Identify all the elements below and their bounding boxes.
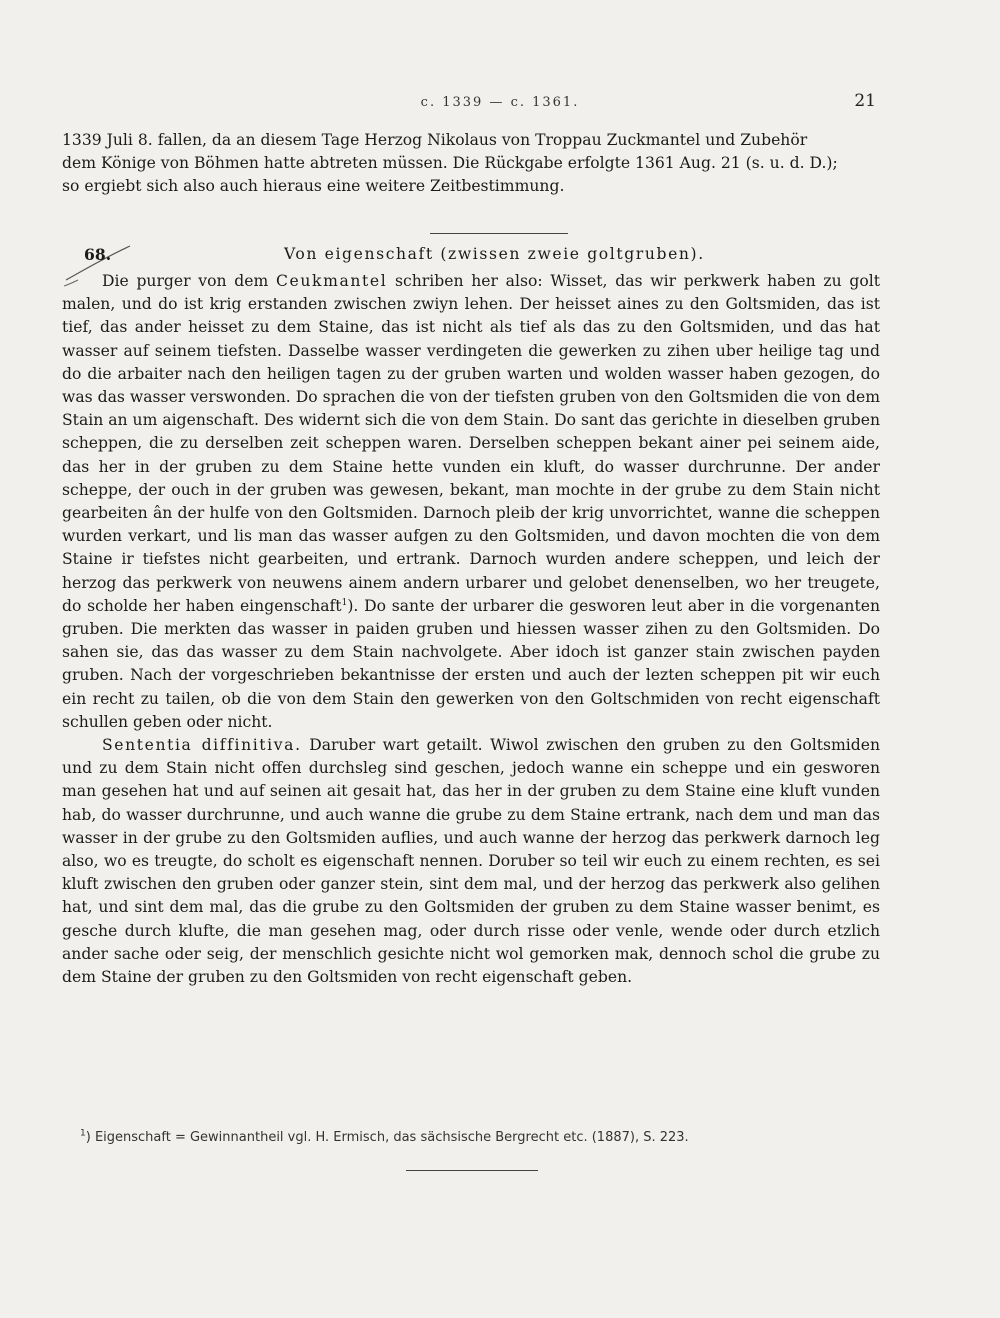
paragraph-text: Daruber wart getailt. Wiwol zwischen den gruben zu den Goltsmiden und zu dem Stain nicht offen durchsleg sind geschen, jedoch wanne ein scheppe und ein gesworen man gesehen hat und auf seinen ait gesait hat, das her in der gruben zu dem Staine eine kluft vunden hab, do wasser durchrunne, und auch wanne die grube zu dem Staine ertrank, nach dem und man das wasser in der grube zu den Goltsmiden auflies, und auch wanne der herzog das perkwerk darnoch leg also, wo es treugte, do scholt es eigenschaft nennen. Doruber so teil wir euch zu einem rechten, es sei kluft zwischen den gruben oder ganzer stein, sint dem mal, und der herzog das perkwerk also gelihen hat, und sint dem mal, das die grube zu den Goltsmiden der gruben zu dem Staine wasser benimt, es gesche durch klufte, die man gesehen mag, oder durch risse oder venle, wende oder durch etzlich ander sache oder seig, der menschlich gesichte nicht wol gemorken mak, dennoch schol die grube zu dem Staine der gruben zu den Goltsmiden von recht eigenschaft geben. [62,736,881,987]
place-name-spaced: Ceukmantel [276,272,388,290]
intro-line: 1339 Juli 8. fallen, da an diesem Tage Herzog Nikolaus von Troppau Zuckmantel und Zubehör [62,131,808,149]
paragraph-text: schriben her also: Wisset, das wir perkwerk haben zu golt malen, und do ist krig erstanden zwischen zwiyn lehen. Der heisset aines zu den Goltsmiden, das ist tief, das ander heisset zu dem Staine, das ist nicht als tief als das zu den Goltsmiden, und das hat wasser auf seinem tiefsten. Dasselbe wasser verdingeten die gewerken zu zihen uber heilige tag und do die arbaiter nach den heiligen tagen zu der gruben warten und wolden wasser haben gezogen, do was das wasser verswonden. Do sprachen die von der tiefsten gruben von den Goltsmiden die von dem Stain an um aigenschaft. Des widernt sich die von dem Stain. Do sant das gerichte in dieselben gruben scheppen, die zu derselben zeit scheppen waren. Derselben scheppen bekant ainer pei seinem aide, das her in der gruben zu dem Staine hette vunden ein kluft, do wasser durchrunne. Der ander scheppe, der ouch in der gruben was gewesen, bekant, man mochte in der grube zu dem Stain nicht gearbeiten ân der hulfe von den Goltsmiden. Darnoch pleib der krig unvorrichtet, wanne die scheppen wurden verkart, und lis man das wasser aufgen zu den Goltsmiden, und davon mochten die von dem Staine ir tiefstes nicht gearbeiten, und ertrank. Darnoch wurden andere scheppen, und leich der herzog das perkwerk von neuwens ainem andern urbarer und gelobet denenselben, wo her treugete, do scholde her haben eingenschaft [62,272,880,615]
document-body [62,270,880,989]
bottom-separator [406,1170,538,1171]
intro-paragraph [62,129,880,199]
verdict-heading: Sententia diffinitiva. [102,736,302,755]
paragraph-petition [62,270,880,734]
document-number: 68. [84,245,112,264]
footnote [80,1130,880,1145]
running-head: c. 1339 — c. 1361. [420,95,580,110]
document-header [62,245,880,267]
page-number: 21 [854,91,876,111]
footnote-marker: 1 [80,1128,86,1139]
paragraph-verdict [62,734,880,989]
footnote-text: ) Eigenschaft = Gewinnantheil vgl. H. Ermisch, das sächsische Bergrecht etc. (1887), S. 223. [85,1130,689,1145]
section-separator [430,233,568,234]
document-title: Von eigenschaft (zwissen zweie goltgruben). [284,245,705,263]
footnote-reference: 1 [341,597,348,608]
intro-line: so ergiebt sich also auch hieraus eine weitere Zeitbestimmung. [62,177,565,196]
paragraph-text: ). Do sante der urbarer die gesworen leut aber in die vorgenanten gruben. Die merkten das wasser in paiden gruben und hiessen wasser zihen zu den Goltsmiden. Do sahen sie, das das wasser zu dem Stain nachvolgete. Aber idoch ist ganzer stain zwischen payden gruben. Nach der vorgeschrieben bekantnisse der ersten und auch der lezten scheppen pit wir euch ein recht zu tailen, ob die von dem Stain den gewerken von den Goltschmiden von recht eigenschaft schullen geben oder nicht. [62,596,880,731]
paragraph-lead: Die purger von dem [102,272,269,290]
intro-line: dem Könige von Böhmen hatte abtreten müssen. Die Rückgabe erfolgte 1361 Aug. 21 (s. u. d. D.); [62,154,838,173]
